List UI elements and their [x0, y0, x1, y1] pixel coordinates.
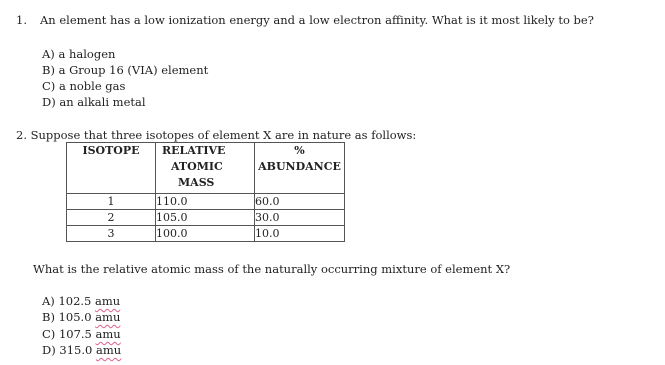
- cell-isotope: 2: [67, 210, 156, 226]
- header-abundance-line-1: %: [294, 144, 305, 157]
- option-unit: amu: [95, 294, 121, 308]
- option-text: an alkali metal: [59, 95, 146, 109]
- header-isotope-label: ISOTOPE: [82, 144, 140, 157]
- option-letter: D): [42, 343, 56, 357]
- q1-option-c: [42, 79, 125, 93]
- header-percent-abundance: [255, 143, 345, 194]
- q2-option-d: [42, 343, 121, 357]
- option-unit: amu: [95, 310, 121, 324]
- header-mass-line-2: ATOMIC: [171, 160, 223, 173]
- option-text: a Group 16 (VIA) element: [58, 63, 209, 77]
- option-unit: amu: [95, 327, 121, 341]
- cell-mass: 100.0: [156, 226, 255, 242]
- q1-option-a: [42, 47, 115, 61]
- option-letter: B): [42, 63, 55, 77]
- option-letter: B): [42, 310, 55, 324]
- q1-option-b: [42, 63, 208, 77]
- option-value: 315.0: [59, 343, 93, 357]
- isotope-table: [66, 142, 345, 242]
- table-row: [67, 226, 345, 242]
- cell-abundance: 60.0: [255, 194, 345, 210]
- option-letter: D): [42, 95, 56, 109]
- option-letter: C): [42, 327, 56, 341]
- cell-abundance: 10.0: [255, 226, 345, 242]
- option-text: a noble gas: [58, 79, 126, 93]
- option-value: 105.0: [58, 310, 92, 324]
- option-letter: C): [42, 79, 56, 93]
- question-1-number: 1.: [16, 13, 27, 27]
- header-mass-line-3: MASS: [178, 176, 215, 189]
- header-abundance-line-2: ABUNDANCE: [258, 160, 341, 173]
- question-2-intro: 2. Suppose that three isotopes of element X are in nature as follows:: [16, 128, 417, 142]
- q2-option-c: [42, 327, 121, 341]
- q2-option-b: [42, 310, 120, 324]
- option-text: a halogen: [58, 47, 116, 61]
- table-row: [67, 194, 345, 210]
- option-unit: amu: [95, 343, 122, 357]
- option-value: 107.5: [58, 327, 92, 341]
- cell-mass: 110.0: [156, 194, 255, 210]
- option-letter: A): [42, 47, 55, 61]
- header-relative-atomic-mass: [156, 143, 255, 194]
- cell-abundance: 30.0: [255, 210, 345, 226]
- cell-isotope: 1: [67, 194, 156, 210]
- question-2-text: What is the relative atomic mass of the naturally occurring mixture of element X?: [33, 262, 511, 276]
- option-value: 102.5: [58, 294, 92, 308]
- header-mass-line-1: RELATIVE: [162, 144, 226, 157]
- header-isotope: [67, 143, 156, 194]
- cell-mass: 105.0: [156, 210, 255, 226]
- q2-option-a: [42, 294, 120, 308]
- option-letter: A): [42, 294, 55, 308]
- table-row: [67, 210, 345, 226]
- q1-option-d: [42, 95, 146, 109]
- cell-isotope: 3: [67, 226, 156, 242]
- question-1-text: An element has a low ionization energy and a low electron affinity. What is it most likely to be?: [40, 13, 594, 27]
- table-header-row: [67, 143, 345, 194]
